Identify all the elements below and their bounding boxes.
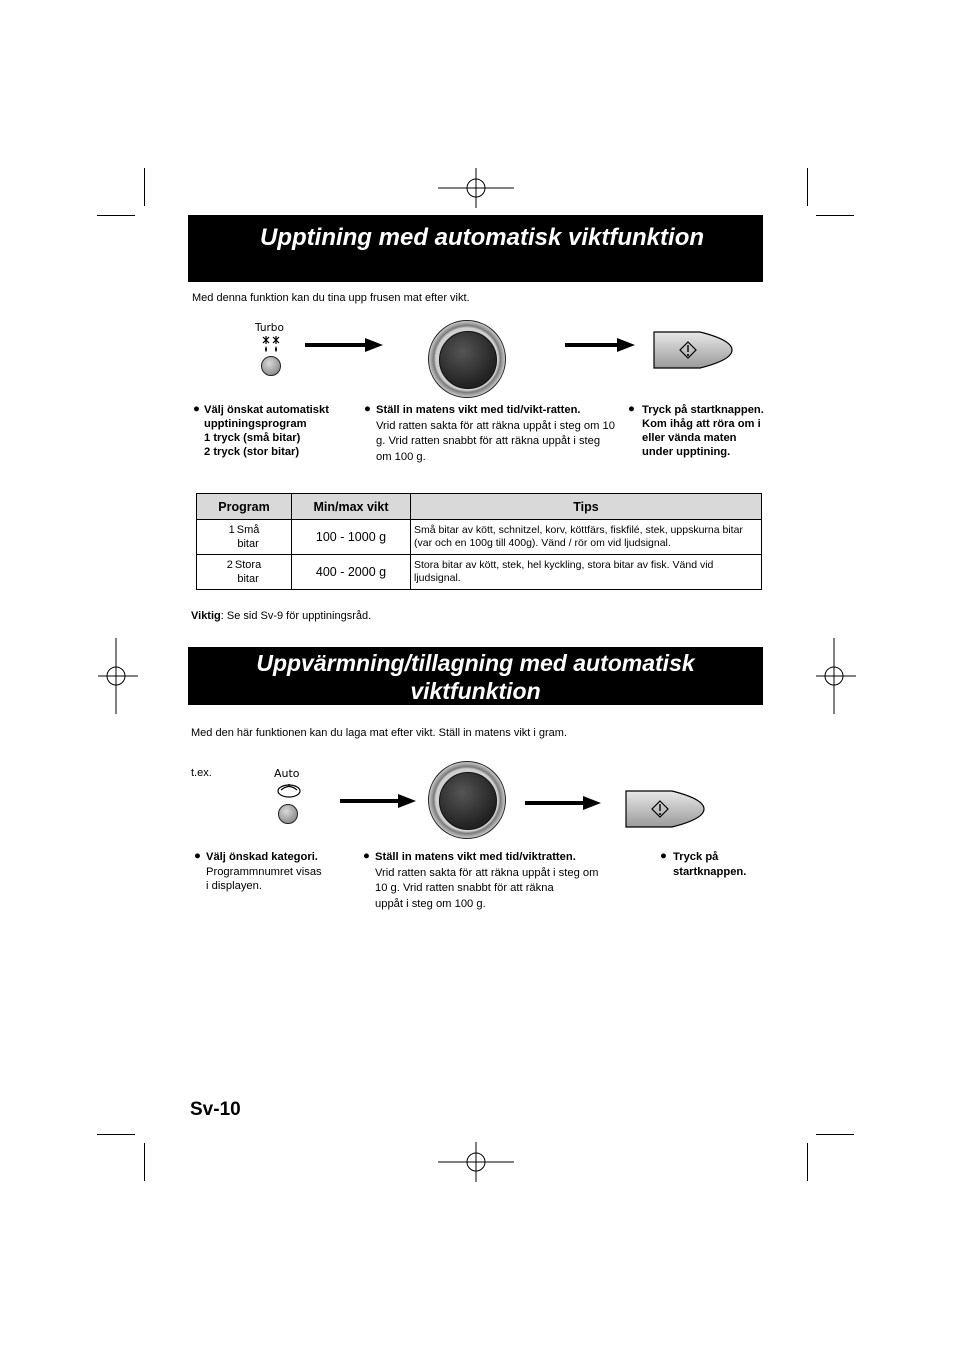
step1-text: Välj önskat automatiskt upptiningsprogram 1 tryck (små bitar) 2 tryck (stor bitar): [204, 404, 329, 458]
bullet-icon: ●: [193, 403, 200, 415]
section-title: Upptining med automatisk viktfunktion: [260, 224, 705, 251]
table-cell-program: [197, 520, 292, 555]
step2-text: [375, 850, 645, 912]
start-button[interactable]: [652, 330, 734, 370]
crop-mark: [816, 1134, 854, 1135]
crop-mark: [816, 215, 854, 216]
program-number: 1: [228, 524, 235, 536]
section-title-line2: viktfunktion: [410, 678, 541, 704]
table-cell-tips: Stora bitar av kött, stek, hel kyckling, stora bitar av fisk. Vänd vid ljudsignal.: [411, 555, 762, 590]
table-row: [197, 555, 762, 590]
bullet-icon: ●: [194, 850, 201, 862]
table-header: Min/max vikt: [292, 494, 411, 520]
step1-text: [206, 850, 356, 894]
start-button[interactable]: [624, 789, 706, 829]
program-name: Stora bitar: [234, 559, 262, 585]
crop-mark: [144, 168, 145, 206]
arrow-right-icon: [565, 337, 635, 353]
bullet-icon: ●: [628, 403, 635, 415]
registration-mark-icon: [98, 638, 138, 714]
table-cell-program: [197, 555, 292, 590]
step2-text: [376, 403, 616, 465]
program-number: 2: [226, 559, 233, 571]
turbo-label: Turbo: [255, 322, 284, 334]
crop-mark: [144, 1143, 145, 1181]
table-header: Tips: [411, 494, 762, 520]
program-name: Små bitar: [236, 524, 260, 550]
registration-mark-icon: [438, 168, 514, 208]
table-row: [197, 520, 762, 555]
step2-normal: Vrid ratten sakta för att räkna uppåt i steg om 10 g. Vrid ratten snabbt för att räkna uppåt i steg om 100 g.: [375, 866, 599, 910]
table-cell-weight: 400 - 2000 g: [292, 555, 411, 590]
step1-normal: Programmnumret visas i displayen.: [206, 865, 322, 892]
example-label: t.ex.: [191, 767, 212, 779]
note-body: : Se sid Sv-9 för upptiningsråd.: [220, 610, 372, 622]
registration-mark-icon: [816, 638, 856, 714]
turbo-defrost-button[interactable]: [261, 356, 281, 376]
auto-dish-icon: [276, 782, 302, 800]
defrost-program-table: [196, 493, 762, 590]
dial-knob: [439, 772, 497, 830]
dial-knob: [439, 331, 497, 389]
auto-category-button[interactable]: [278, 804, 298, 824]
crop-mark: [807, 1143, 808, 1181]
registration-mark-icon: [438, 1142, 514, 1182]
crop-mark: [807, 168, 808, 206]
note-label: Viktig: [191, 610, 221, 622]
arrow-right-icon: [305, 337, 383, 353]
arrow-right-icon: [525, 795, 601, 811]
bullet-icon: ●: [660, 850, 667, 862]
auto-label: Auto: [274, 767, 300, 780]
time-weight-dial[interactable]: [428, 320, 506, 398]
crop-mark: [97, 1134, 135, 1135]
crop-mark: [97, 215, 135, 216]
step3-text: Tryck på startknappen.: [673, 851, 747, 878]
section-title-banner: [188, 647, 763, 705]
section-title-line1: Uppvärmning/tillagning med automatisk: [256, 650, 695, 676]
note-text: [191, 610, 371, 622]
table-cell-tips: Små bitar av kött, schnitzel, korv, köttfärs, fiskfilé, stek, uppskurna bitar (var och en 100g till 400g). Vänd / rör om vid ljudsignal.: [411, 520, 762, 555]
intro-text: Med den här funktionen kan du laga mat efter vikt. Ställ in matens vikt i gram.: [191, 727, 568, 739]
table-cell-weight: 100 - 1000 g: [292, 520, 411, 555]
step2-normal: Vrid ratten sakta för att räkna uppåt i steg om 10 g. Vrid ratten snabbt för att räkna uppåt i steg om 100 g.: [376, 419, 616, 463]
step3-text: Tryck på startknappen. Kom ihåg att röra om i eller vända maten under upptining.: [642, 404, 764, 458]
step2-bold: Ställ in matens vikt med tid/viktratten.: [375, 851, 576, 863]
time-weight-dial[interactable]: [428, 761, 506, 839]
bullet-icon: ●: [364, 403, 371, 415]
step2-bold: Ställ in matens vikt med tid/vikt-ratten.: [376, 404, 581, 416]
defrost-snowflake-drops-icon: [261, 335, 281, 355]
table-header: Program: [197, 494, 292, 520]
section-title-banner: [188, 215, 763, 282]
page-number: Sv-10: [190, 1099, 241, 1120]
intro-text: Med denna funktion kan du tina upp frusen mat efter vikt.: [192, 292, 470, 304]
step1-bold: Välj önskad kategori.: [206, 851, 318, 863]
bullet-icon: ●: [363, 850, 370, 862]
arrow-right-icon: [340, 793, 416, 809]
